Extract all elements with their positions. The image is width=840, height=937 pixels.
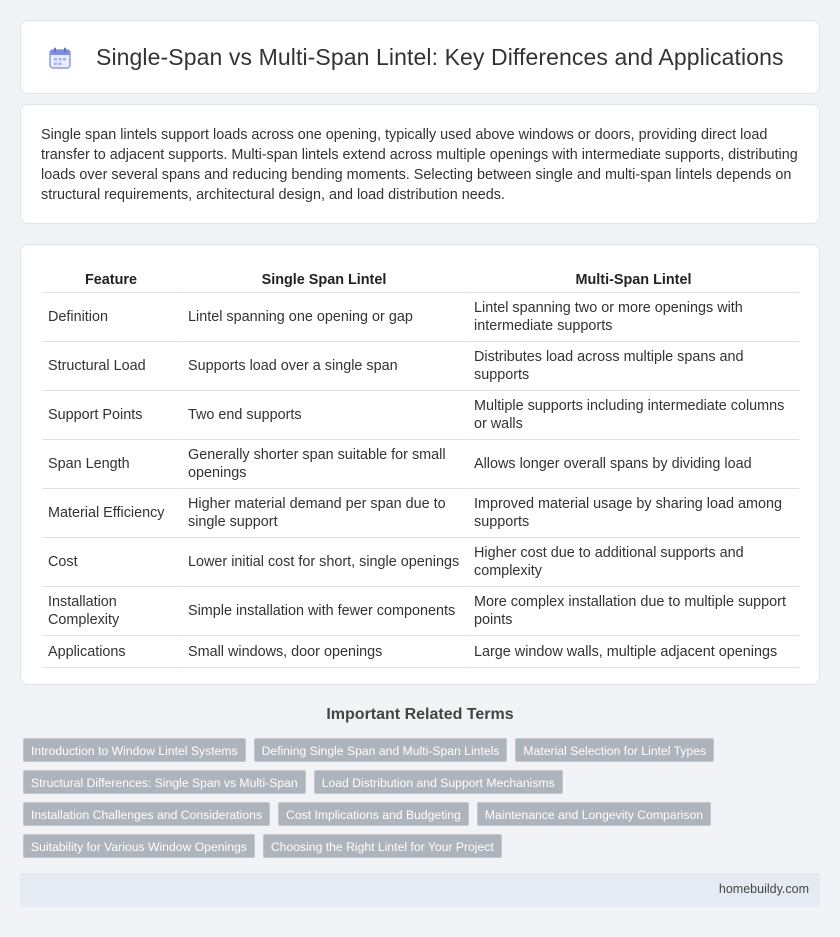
feature-cell: Applications (42, 636, 180, 668)
related-term-tag[interactable]: Structural Differences: Single Span vs Multi-Span (23, 770, 306, 794)
feature-cell: Structural Load (42, 342, 180, 391)
table-row (42, 636, 799, 668)
feature-cell: Definition (42, 293, 180, 342)
feature-cell: Installation Complexity (42, 587, 180, 636)
related-term-tag[interactable]: Installation Challenges and Considerations (23, 802, 270, 826)
single-span-cell: Simple installation with fewer components (180, 587, 466, 636)
related-term-tag[interactable]: Material Selection for Lintel Types (515, 738, 714, 762)
multi-span-cell: Allows longer overall spans by dividing load (466, 440, 799, 489)
single-span-cell: Generally shorter span suitable for small openings (180, 440, 466, 489)
header-multi-span: Multi-Span Lintel (466, 263, 799, 293)
table-header-row (42, 263, 799, 293)
calendar-icon (48, 46, 72, 70)
multi-span-cell: Distributes load across multiple spans and supports (466, 342, 799, 391)
table-row (42, 587, 799, 636)
related-term-tag[interactable]: Suitability for Various Window Openings (23, 834, 255, 858)
multi-span-cell: Higher cost due to additional supports and complexity (466, 538, 799, 587)
single-span-cell: Two end supports (180, 391, 466, 440)
multi-span-cell: Large window walls, multiple adjacent openings (466, 636, 799, 668)
table-row (42, 489, 799, 538)
multi-span-cell: Improved material usage by sharing load among supports (466, 489, 799, 538)
table-row (42, 293, 799, 342)
related-terms-tags (23, 738, 813, 858)
table-row (42, 342, 799, 391)
feature-cell: Span Length (42, 440, 180, 489)
feature-cell: Material Efficiency (42, 489, 180, 538)
multi-span-cell: Multiple supports including intermediate columns or walls (466, 391, 799, 440)
multi-span-cell: More complex installation due to multiple support points (466, 587, 799, 636)
header-single-span: Single Span Lintel (180, 263, 466, 293)
feature-cell: Cost (42, 538, 180, 587)
related-term-tag[interactable]: Choosing the Right Lintel for Your Project (263, 834, 502, 858)
table-row (42, 538, 799, 587)
comparison-table-card (20, 244, 820, 685)
multi-span-cell: Lintel spanning two or more openings with intermediate supports (466, 293, 799, 342)
table-row (42, 391, 799, 440)
header-feature: Feature (42, 263, 180, 293)
related-terms-title: Important Related Terms (326, 706, 514, 723)
related-term-tag[interactable]: Cost Implications and Budgeting (278, 802, 469, 826)
footer-site-name: homebuildy.com (718, 882, 809, 896)
page-title: Single-Span vs Multi-Span Lintel: Key Differences and Applications (96, 44, 784, 70)
footer (20, 873, 820, 907)
intro-paragraph: Single span lintels support loads across one opening, typically used above windows or doors, providing direct load transfer to adjacent supports. Multi-span lintels extend across multiple openings with intermediate supports, distributing loads over several spans and reducing bending moments. Selecting between single and multi-span lintels depends on structural requirements, architectural design, and load distribution needs. (41, 127, 798, 203)
related-term-tag[interactable]: Defining Single Span and Multi-Span Lintels (254, 738, 508, 762)
single-span-cell: Lintel spanning one opening or gap (180, 293, 466, 342)
single-span-cell: Supports load over a single span (180, 342, 466, 391)
related-term-tag[interactable]: Maintenance and Longevity Comparison (477, 802, 711, 826)
single-span-cell: Lower initial cost for short, single openings (180, 538, 466, 587)
header-card (20, 20, 820, 94)
feature-cell: Support Points (42, 391, 180, 440)
single-span-cell: Higher material demand per span due to single support (180, 489, 466, 538)
intro-card (20, 104, 820, 224)
comparison-table (42, 263, 799, 668)
related-term-tag[interactable]: Introduction to Window Lintel Systems (23, 738, 246, 762)
single-span-cell: Small windows, door openings (180, 636, 466, 668)
related-term-tag[interactable]: Load Distribution and Support Mechanisms (314, 770, 563, 794)
table-row (42, 440, 799, 489)
